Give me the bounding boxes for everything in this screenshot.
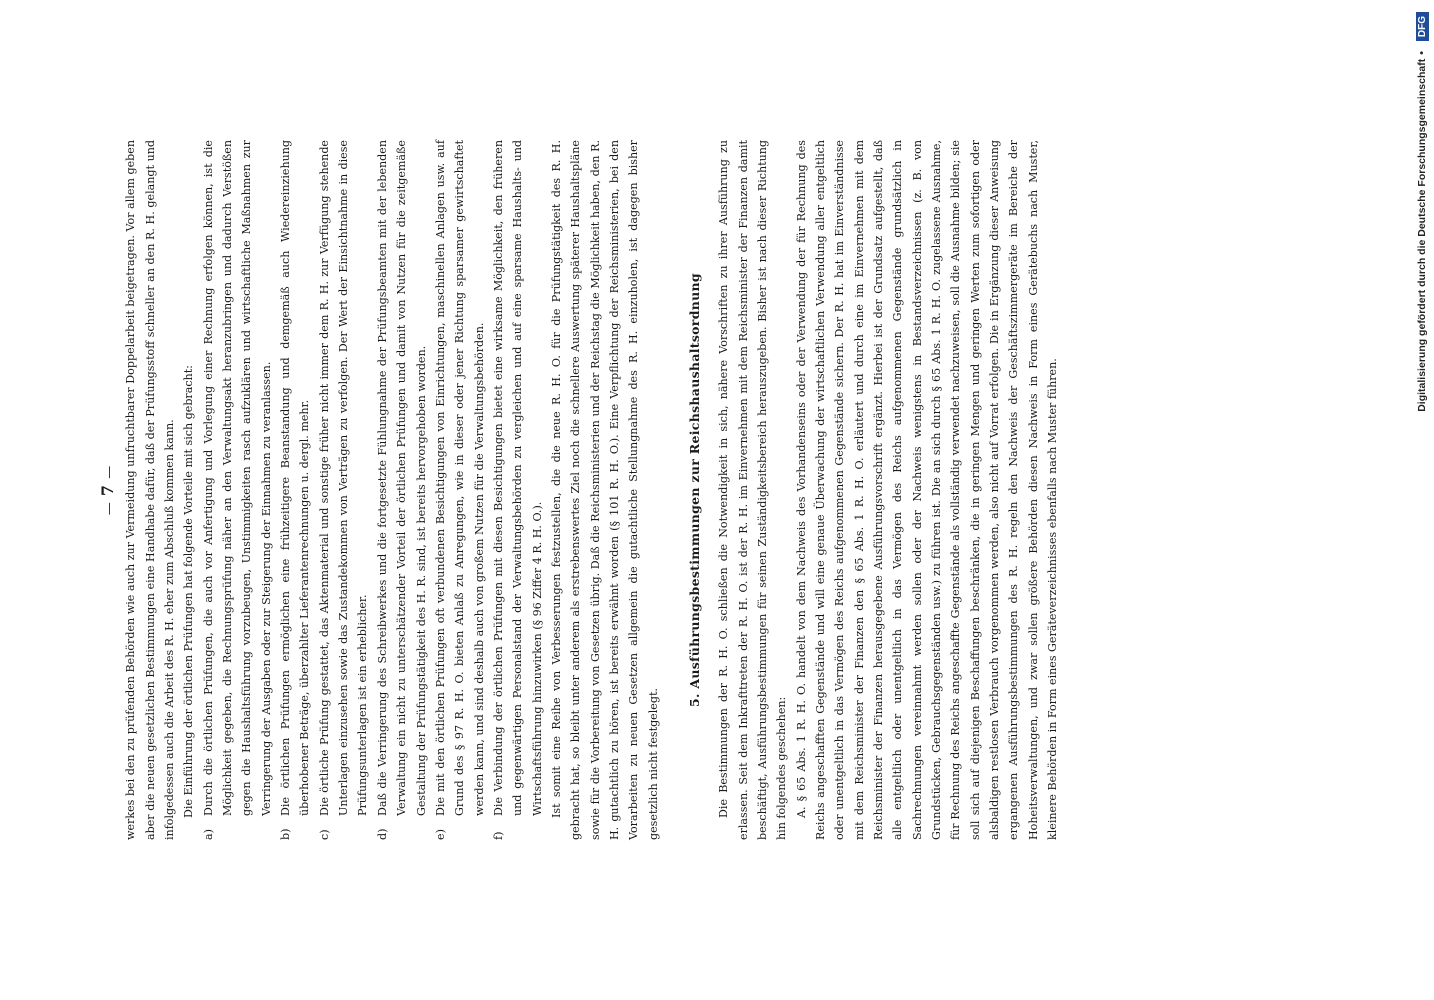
list-item (431, 140, 489, 840)
item-label: f) (491, 831, 505, 840)
sidebar-text: Digitalisierung gefördert durch die Deutsche Forschungsgemeinschaft (1416, 58, 1428, 412)
page-number: 7 (98, 483, 117, 497)
item-label: c) (317, 829, 331, 840)
item-text: Die örtlichen Prüfungen ermöglichen eine frühzeitigere Beanstandung und demgemäß auch Wiedereinziehung überhobener Beträge, überzahlter Lieferantenrechnungen u. dergl. mehr. (279, 140, 312, 816)
digitization-sidebar (1410, 0, 1434, 1000)
item-text: Durch die örtlichen Prüfungen, die auch vor Anfertigung und Vorlegung einer Rechnung erfolgen können, ist die Möglichkeit gegeben, die Rechnungsprüfung näher an den Verwaltungsakt heranzubringen und dadurch Verstößen gegen die Haushaltsführung vorzubeugen, Unstimmigkeiten rasch aufzuklären und wirtschaftliche Maßnahmen zur Verringerung der Ausgaben oder zur Steigerung der Einnahmen zu veranlassen. (201, 140, 273, 816)
list-item (315, 140, 373, 840)
item-label: e) (433, 829, 447, 840)
item-text: Daß die Verringerung des Schreibwerkes und die fortgesetzte Fühlungnahme der Prüfungsbeamten mit der lebenden Verwaltung ein nicht zu unterschätzender Vorteil der örtlichen Prüfungen und damit von Nutzen für die zeitgemäße Gestaltung der Prüfungstätigkeit des H. R. sind, ist bereits hervorgehoben worden. (375, 140, 428, 816)
item-text: Die Verbindung der örtlichen Prüfungen mit diesen Besichtigungen bietet eine wirksame Möglichkeit, den früheren und gegenwärtigen Personalstand der Verwaltungsbehörden zu vergleichen und auf eine sparsame Haushalts- und Wirtschaftsführung hinzuwirken (§ 96 Ziffer 4 R. H. O.). (491, 140, 544, 816)
list-item (199, 140, 276, 840)
item-label: a) (201, 829, 215, 840)
advantages-list (199, 140, 547, 840)
rotated-page (98, 140, 1258, 840)
dfg-logo: DFG (1416, 12, 1429, 41)
list-item (276, 140, 315, 840)
page-number-line (98, 140, 119, 840)
item-text: Die mit den örtlichen Prüfungen oft verbundenen Besichtigungen von Einrichtungen, maschinellen Anlagen usw. auf Grund des § 97 R. H. O. bieten Anlaß zu Anregungen, wie in dieser oder jener Richtung sparsamer gewirtschaftet werden kann, und sind deshalb auch von großem Nutzen für die Verwaltungsbehörden. (433, 140, 486, 816)
spacer (663, 140, 673, 840)
sidebar-separator: • (1416, 51, 1428, 55)
list-item (489, 140, 547, 840)
dash-right: — (102, 464, 117, 479)
paragraph-section-1: Die Bestimmungen der R. H. O. schließen die Notwendigkeit in sich, nähere Vorschriften zu ihrer Ausführung zu erlassen. Seit dem Inkrafttreten der R. H. O. ist der R. H. im Einvernehmen mit dem Reichsminister der Finanzen damit beschäftigt, Ausführungsbestimmungen für seinen Zuständigkeitsbereich herauszugeben. Bisher ist nach dieser Richtung hin folgendes geschehen: (717, 140, 789, 840)
section-heading: 5. Ausführungsbestimmungen zur Reichshaushaltsordnung (686, 273, 702, 707)
dash-left: — (102, 501, 117, 516)
item-label: b) (279, 828, 293, 840)
list-item (373, 140, 431, 840)
paragraph-summary: Ist somit eine Reihe von Verbesserungen festzustellen, die die neue R. H. O. für die Prüfungstätigkeit des R. H. gebracht hat, so bleibt unter anderem als erstrebenswertes Ziel noch die schnellere Auswertung späterer Haushaltspläne sowie für die Vorbereitung von Gesetzen übrig. Daß die Reichsministerien und der Reichstag die Möglichkeit haben, den R. H. gutachtlich zu hören, ist bereits erwähnt worden (§ 101 R. H. O.). Eine Verpflichtung der Reichsministerien, bei den Vorarbeiten zu neuen Gesetzen allgemein die gutachtliche Stellungnahme des R. H. einzuholen, ist dagegen bisher gesetzlich nicht festgelegt. (549, 140, 660, 840)
item-text: Die örtliche Prüfung gestattet, das Aktenmaterial und sonstige früher nicht immer dem R. H. zur Verfügung stehende Unterlagen einzusehen sowie das Zustandekommen von Verträgen zu verfolgen. Der Wert der Einsichtnahme in diese Prüfungsunterlagen ist ein erheblicher. (317, 140, 370, 816)
paragraph-section-2: A. § 65 Abs. 1 R. H. O. handelt von dem Nachweis des Vorhandenseins oder der Verwendung der für Rechnung des Reichs angeschafften Gegenstände und will eine genaue Überwachung der wirtschaftlichen Verwendung aller entgeltlich oder unentgeltlich in das Vermögen des Reichs aufgenommenen Gegenstände sichern. Der R. H. hat im Einverständnisse mit dem Reichsminister der Finanzen den § 65 Abs. 1 R. H. O. erläutert und durch eine im Einvernehmen mit dem Reichsminister der Finanzen herausgegebene Ausführungsvorschrift ergänzt. Hierbei ist der Grundsatz aufgestellt, daß alle entgeltlich oder unentgeltlich in das Vermögen des Reichs aufgenommenen Gegenstände grundsätzlich in Sachrechnungen vereinnahmt werden sollen oder der Nachweis wenigstens in Bestandsverzeichnissen (z. B. von Grundstücken, Gebrauchsgegenständen usw.) zu führen ist. Die an sich durch § 65 Abs. 1 R. H. O. zugelassene Ausnahme, für Rechnung des Reichs angeschaffte Gegenstände als vollständig verwendet nachzuweisen, soll die Ausnahme bilden; sie soll sich auf diejenigen Beschaffungen beschränken, die in geringen Mengen und geringen Werten zum sofortigen oder alsbaldigen restlosen Verbrauch vorgenommen werden, also nicht auf Vorrat erfolgen. Die in Ergänzung dieser Anweisung ergangenen Ausführungsbestimmungen des R. H. regeln den Nachweis der Geschäftszimmergeräte im Bereiche der Hoheitsverwaltungen, und zwar sollen größere Behörden diesen Nachweis in Form eines Gerätebuchs nach Muster, kleinere Behörden in Form eines Geräteverzeichnisses ebenfalls nach Muster führen. (794, 140, 1060, 840)
paragraph-intro: werkes bei den zu prüfenden Behörden wie auch zur Vermeidung unfruchtbarer Doppelarbeit beigetragen. Vor allem geben aber die neuen gesetzlichen Bestimmungen eine Handhabe dafür, daß der Prüfungsstoff schneller an den R. H. gelangt und infolgedessen auch die Arbeit des R. H. eher zum Abschluß kommen kann. (124, 140, 177, 840)
paragraph-lead: Die Einführung der örtlichen Prüfungen hat folgende Vorteile mit sich gebracht: (182, 365, 196, 818)
item-label: d) (375, 828, 389, 840)
